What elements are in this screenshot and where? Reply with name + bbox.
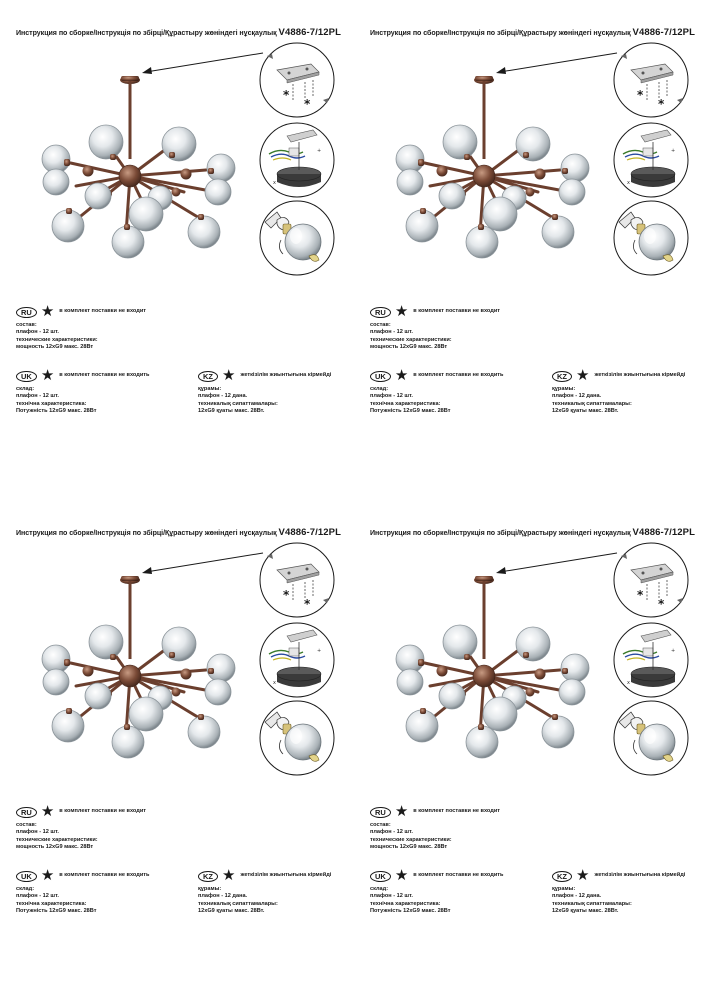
spec-line: плафон - 12 шт.: [16, 893, 59, 900]
mounting-bar-icon: [259, 42, 335, 118]
spec-line: плафон - 12 шт.: [370, 393, 413, 400]
sheet-title: [370, 27, 700, 38]
svg-text:*: *: [637, 88, 644, 102]
spec-line: склад:: [16, 886, 35, 892]
svg-text:*: *: [637, 588, 644, 602]
lang-block-kz: [198, 367, 332, 415]
star-note-ru: в комплект поставки не входит: [413, 308, 500, 315]
spec-line: Потужність 12хG9 макс. 28Вт: [16, 907, 97, 914]
instruction-sheet: [0, 500, 353, 1000]
spec-line: құрамы:: [198, 886, 222, 892]
chandelier-illustration: [26, 564, 236, 774]
spec-line: плафон - 12 шт.: [370, 329, 413, 336]
asterisk-icon: ★: [40, 803, 55, 820]
star-note-kz: жеткізілім жиынтығына кірмейді: [594, 872, 686, 879]
spec-line: 12хG9 қуаты макс. 28Вт.: [552, 907, 619, 914]
mounting-bar-icon: [259, 542, 335, 618]
sheet-title: [16, 527, 346, 538]
spec-line: құрамы:: [198, 386, 222, 392]
bulb-shade-install-icon: [259, 200, 335, 276]
star-note-uk: в комплект поставки не входить: [413, 872, 504, 879]
lang-block-ru: [16, 303, 146, 351]
star-note-kz: жеткізілім жиынтығына кірмейді: [240, 872, 332, 879]
spec-line: плафон - 12 шт.: [370, 893, 413, 900]
mounting-bar-icon: [613, 42, 689, 118]
lang-badge-kz: KZ: [552, 371, 572, 382]
wiring-canopy-icon: [259, 122, 335, 198]
lang-block-kz: [552, 867, 686, 915]
asterisk-icon: ★: [576, 867, 590, 884]
lang-block-uk: [370, 867, 504, 915]
asterisk-icon: ★: [394, 803, 409, 820]
lang-badge-uk: UK: [16, 371, 37, 382]
svg-text:*: *: [283, 588, 290, 602]
spec-line: технічна характеристика:: [16, 400, 87, 407]
svg-text:*: *: [658, 97, 665, 111]
spec-line: технические характеристики:: [16, 836, 98, 843]
spec-line: плафон - 12 шт.: [16, 393, 59, 400]
chandelier-illustration: [380, 64, 590, 274]
spec-line: 12хG9 қуаты макс. 28Вт.: [198, 407, 265, 414]
chandelier-illustration: [380, 564, 590, 774]
title-text: Инструкция по сборке/Інструкція по збірці/Құрастыру жөніндегі нұсқаулық: [16, 529, 277, 537]
spec-line: техникалық сипаттамалары:: [198, 400, 278, 407]
svg-text:+: +: [671, 148, 676, 154]
wiring-canopy-icon: [259, 622, 335, 698]
title-text: Инструкция по сборке/Інструкція по збірці/Құрастыру жөніндегі нұсқаулық: [16, 29, 277, 37]
lang-block-uk: [370, 367, 504, 415]
model-number: V4886-7/12PL: [278, 527, 342, 538]
instruction-sheet: [354, 0, 707, 500]
svg-text:x: x: [627, 680, 630, 686]
bulb-shade-install-icon: [613, 700, 689, 776]
asterisk-icon: ★: [394, 367, 409, 384]
spec-line: технічна характеристика:: [370, 400, 441, 407]
spec-line: технічна характеристика:: [370, 900, 441, 907]
title-text: Инструкция по сборке/Інструкція по збірці/Құрастыру жөніндегі нұсқаулық: [370, 529, 631, 537]
spec-line: технические характеристики:: [370, 336, 452, 343]
asterisk-icon: ★: [576, 367, 590, 384]
spec-line: плафон - 12 дана.: [198, 393, 248, 400]
title-text: Инструкция по сборке/Інструкція по збірці/Құрастыру жөніндегі нұсқаулық: [370, 29, 631, 37]
lang-badge-kz: KZ: [198, 371, 218, 382]
lang-block-ru: [370, 803, 500, 851]
spec-line: плафон - 12 дана.: [198, 893, 248, 900]
spec-line: состав:: [16, 322, 37, 328]
spec-line: плафон - 12 шт.: [370, 829, 413, 836]
lang-block-kz: [198, 867, 332, 915]
svg-text:*: *: [283, 88, 290, 102]
spec-line: склад:: [370, 886, 389, 892]
lang-badge-ru: RU: [16, 307, 37, 318]
spec-line: мощность 12хG9 макс. 28Вт: [370, 843, 448, 850]
spec-line: техникалық сипаттамалары:: [552, 400, 632, 407]
spec-line: құрамы:: [552, 386, 576, 392]
model-number: V4886-7/12PL: [278, 27, 342, 38]
star-note-kz: жеткізілім жиынтығына кірмейді: [594, 372, 686, 379]
star-note-ru: в комплект поставки не входит: [413, 808, 500, 815]
svg-text:x: x: [273, 680, 276, 686]
svg-text:*: *: [304, 597, 311, 611]
spec-line: плафон - 12 дана.: [552, 893, 602, 900]
svg-text:*: *: [304, 97, 311, 111]
spec-line: құрамы:: [552, 886, 576, 892]
asterisk-icon: ★: [40, 867, 55, 884]
asterisk-icon: ★: [394, 867, 409, 884]
lang-badge-uk: UK: [16, 871, 37, 882]
asterisk-icon: ★: [222, 867, 236, 884]
lang-badge-ru: RU: [16, 807, 37, 818]
star-note-ru: в комплект поставки не входит: [59, 308, 146, 315]
spec-line: 12хG9 қуаты макс. 28Вт.: [552, 407, 619, 414]
asterisk-icon: ★: [394, 303, 409, 320]
lang-badge-uk: UK: [370, 871, 391, 882]
spec-line: мощность 12хG9 макс. 28Вт: [370, 343, 448, 350]
asterisk-icon: ★: [40, 367, 55, 384]
lang-block-uk: [16, 367, 150, 415]
lang-badge-uk: UK: [370, 371, 391, 382]
sheet-title: [370, 527, 700, 538]
spec-line: техникалық сипаттамалары:: [552, 900, 632, 907]
svg-text:+: +: [671, 648, 676, 654]
lang-badge-kz: KZ: [198, 871, 218, 882]
star-note-kz: жеткізілім жиынтығына кірмейді: [240, 372, 332, 379]
bulb-shade-install-icon: [259, 700, 335, 776]
sheet-title: [16, 27, 346, 38]
star-note-uk: в комплект поставки не входить: [413, 372, 504, 379]
lang-badge-kz: KZ: [552, 871, 572, 882]
spec-line: технические характеристики:: [370, 836, 452, 843]
wiring-canopy-icon: [613, 122, 689, 198]
lang-block-ru: [370, 303, 500, 351]
lang-block-uk: [16, 867, 150, 915]
spec-line: склад:: [370, 386, 389, 392]
instruction-sheet: [0, 0, 353, 500]
model-number: V4886-7/12PL: [632, 527, 696, 538]
spec-line: состав:: [16, 822, 37, 828]
spec-line: состав:: [370, 322, 391, 328]
wiring-canopy-icon: [613, 622, 689, 698]
spec-line: мощность 12хG9 макс. 28Вт: [16, 343, 94, 350]
bulb-shade-install-icon: [613, 200, 689, 276]
lang-block-ru: [16, 803, 146, 851]
spec-line: мощность 12хG9 макс. 28Вт: [16, 843, 94, 850]
asterisk-icon: ★: [40, 303, 55, 320]
spec-line: склад:: [16, 386, 35, 392]
model-number: V4886-7/12PL: [632, 27, 696, 38]
spec-line: плафон - 12 шт.: [16, 329, 59, 336]
spec-line: Потужність 12хG9 макс. 28Вт: [370, 907, 451, 914]
spec-line: Потужність 12хG9 макс. 28Вт: [16, 407, 97, 414]
lang-badge-ru: RU: [370, 807, 391, 818]
star-note-uk: в комплект поставки не входить: [59, 372, 150, 379]
spec-line: технічна характеристика:: [16, 900, 87, 907]
spec-line: техникалық сипаттамалары:: [198, 900, 278, 907]
instruction-sheet: [354, 500, 707, 1000]
mounting-bar-icon: [613, 542, 689, 618]
spec-line: плафон - 12 шт.: [16, 829, 59, 836]
spec-line: технические характеристики:: [16, 336, 98, 343]
chandelier-illustration: [26, 64, 236, 274]
svg-text:x: x: [273, 180, 276, 186]
spec-line: 12хG9 қуаты макс. 28Вт.: [198, 907, 265, 914]
svg-text:*: *: [658, 597, 665, 611]
asterisk-icon: ★: [222, 367, 236, 384]
svg-text:+: +: [317, 648, 322, 654]
svg-text:+: +: [317, 148, 322, 154]
spec-line: состав:: [370, 822, 391, 828]
star-note-ru: в комплект поставки не входит: [59, 808, 146, 815]
lang-badge-ru: RU: [370, 307, 391, 318]
spec-line: плафон - 12 дана.: [552, 393, 602, 400]
star-note-uk: в комплект поставки не входить: [59, 872, 150, 879]
spec-line: Потужність 12хG9 макс. 28Вт: [370, 407, 451, 414]
svg-text:x: x: [627, 180, 630, 186]
lang-block-kz: [552, 367, 686, 415]
